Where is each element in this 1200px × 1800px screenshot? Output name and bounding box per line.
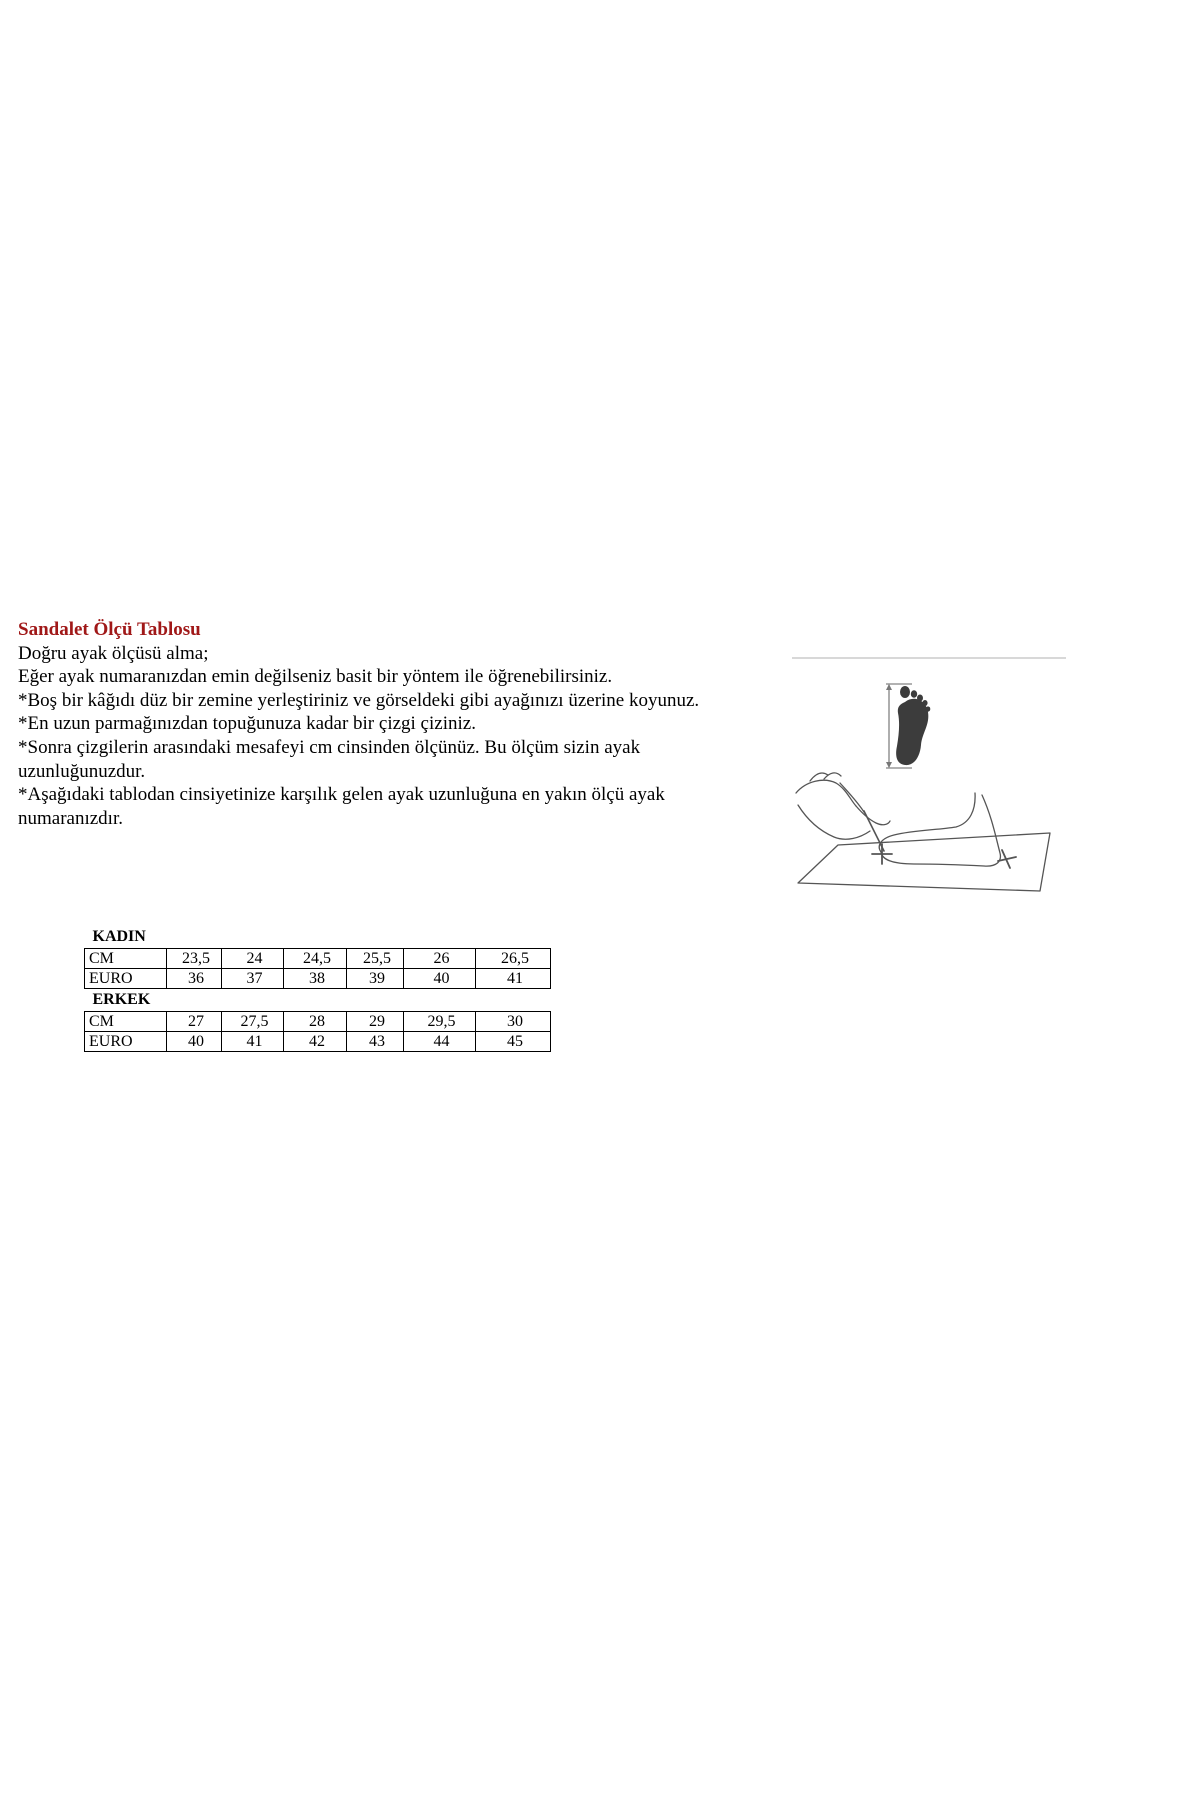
men-euro-row xyxy=(85,1032,551,1052)
guide-step-measure: *Sonra çizgilerin arasındaki mesafeyi cm cinsinden ölçünüz. Bu ölçüm sizin ayak xyxy=(18,736,641,758)
table-cell: 43 xyxy=(347,1032,404,1052)
footprint-measure-icon xyxy=(886,684,930,768)
guide-step-paper: *Boş bir kâğıdı düz bir zemine yerleştiriniz ve görseldeki gibi ayağınızı üzerine koyunuz. xyxy=(18,689,700,711)
guide-step-draw: *En uzun parmağınızdan topuğunuza kadar bir çizgi çiziniz. xyxy=(18,713,476,735)
row-label: CM xyxy=(85,1012,167,1032)
table-cell: 26 xyxy=(404,949,476,969)
men-heading-row xyxy=(85,989,551,1012)
guide-step-table: *Aşağıdaki tablodan cinsiyetinize karşılık gelen ayak uzunluğuna en yakın ölçü ayak xyxy=(18,784,665,806)
table-cell: 42 xyxy=(284,1032,347,1052)
table-cell: 24 xyxy=(222,949,284,969)
table-cell: 30 xyxy=(476,1012,551,1032)
table-cell: 38 xyxy=(284,969,347,989)
men-cm-row xyxy=(85,1012,551,1032)
table-cell: 45 xyxy=(476,1032,551,1052)
guide-step-table-cont: numaranızdır. xyxy=(18,807,123,829)
foot-measurement-drawing xyxy=(788,655,1070,895)
row-label: EURO xyxy=(85,969,167,989)
women-cm-row xyxy=(85,949,551,969)
women-euro-row xyxy=(85,969,551,989)
guide-line-method: Eğer ayak numaranızdan emin değilseniz basit bir yöntem ile öğrenebilirsiniz. xyxy=(18,666,613,688)
size-table-grid xyxy=(84,926,551,1052)
table-cell: 44 xyxy=(404,1032,476,1052)
table-cell: 41 xyxy=(222,1032,284,1052)
table-cell: 27 xyxy=(167,1012,222,1032)
table-cell: 39 xyxy=(347,969,404,989)
table-cell: 23,5 xyxy=(167,949,222,969)
table-cell: 27,5 xyxy=(222,1012,284,1032)
table-cell: 40 xyxy=(404,969,476,989)
table-cell: 29,5 xyxy=(404,1012,476,1032)
table-cell: 36 xyxy=(167,969,222,989)
table-cell: 41 xyxy=(476,969,551,989)
table-cell: 24,5 xyxy=(284,949,347,969)
table-cell: 29 xyxy=(347,1012,404,1032)
table-cell: 37 xyxy=(222,969,284,989)
table-cell: 40 xyxy=(167,1032,222,1052)
guide-title: Sandalet Ölçü Tablosu xyxy=(18,619,201,640)
guide-line-intro: Doğru ayak ölçüsü alma; xyxy=(18,642,209,664)
size-table xyxy=(84,926,550,1052)
women-heading-row xyxy=(85,926,551,949)
men-heading: ERKEK xyxy=(85,989,551,1012)
guide-step-measure-cont: uzunluğunuzdur. xyxy=(18,760,146,782)
foot-measurement-illustration xyxy=(788,655,1070,895)
table-cell: 25,5 xyxy=(347,949,404,969)
row-label: CM xyxy=(85,949,167,969)
table-cell: 26,5 xyxy=(476,949,551,969)
size-guide-text xyxy=(18,618,778,830)
table-cell: 28 xyxy=(284,1012,347,1032)
foot-tracing-icon xyxy=(796,773,1050,891)
row-label: EURO xyxy=(85,1032,167,1052)
women-heading: KADIN xyxy=(85,926,551,949)
